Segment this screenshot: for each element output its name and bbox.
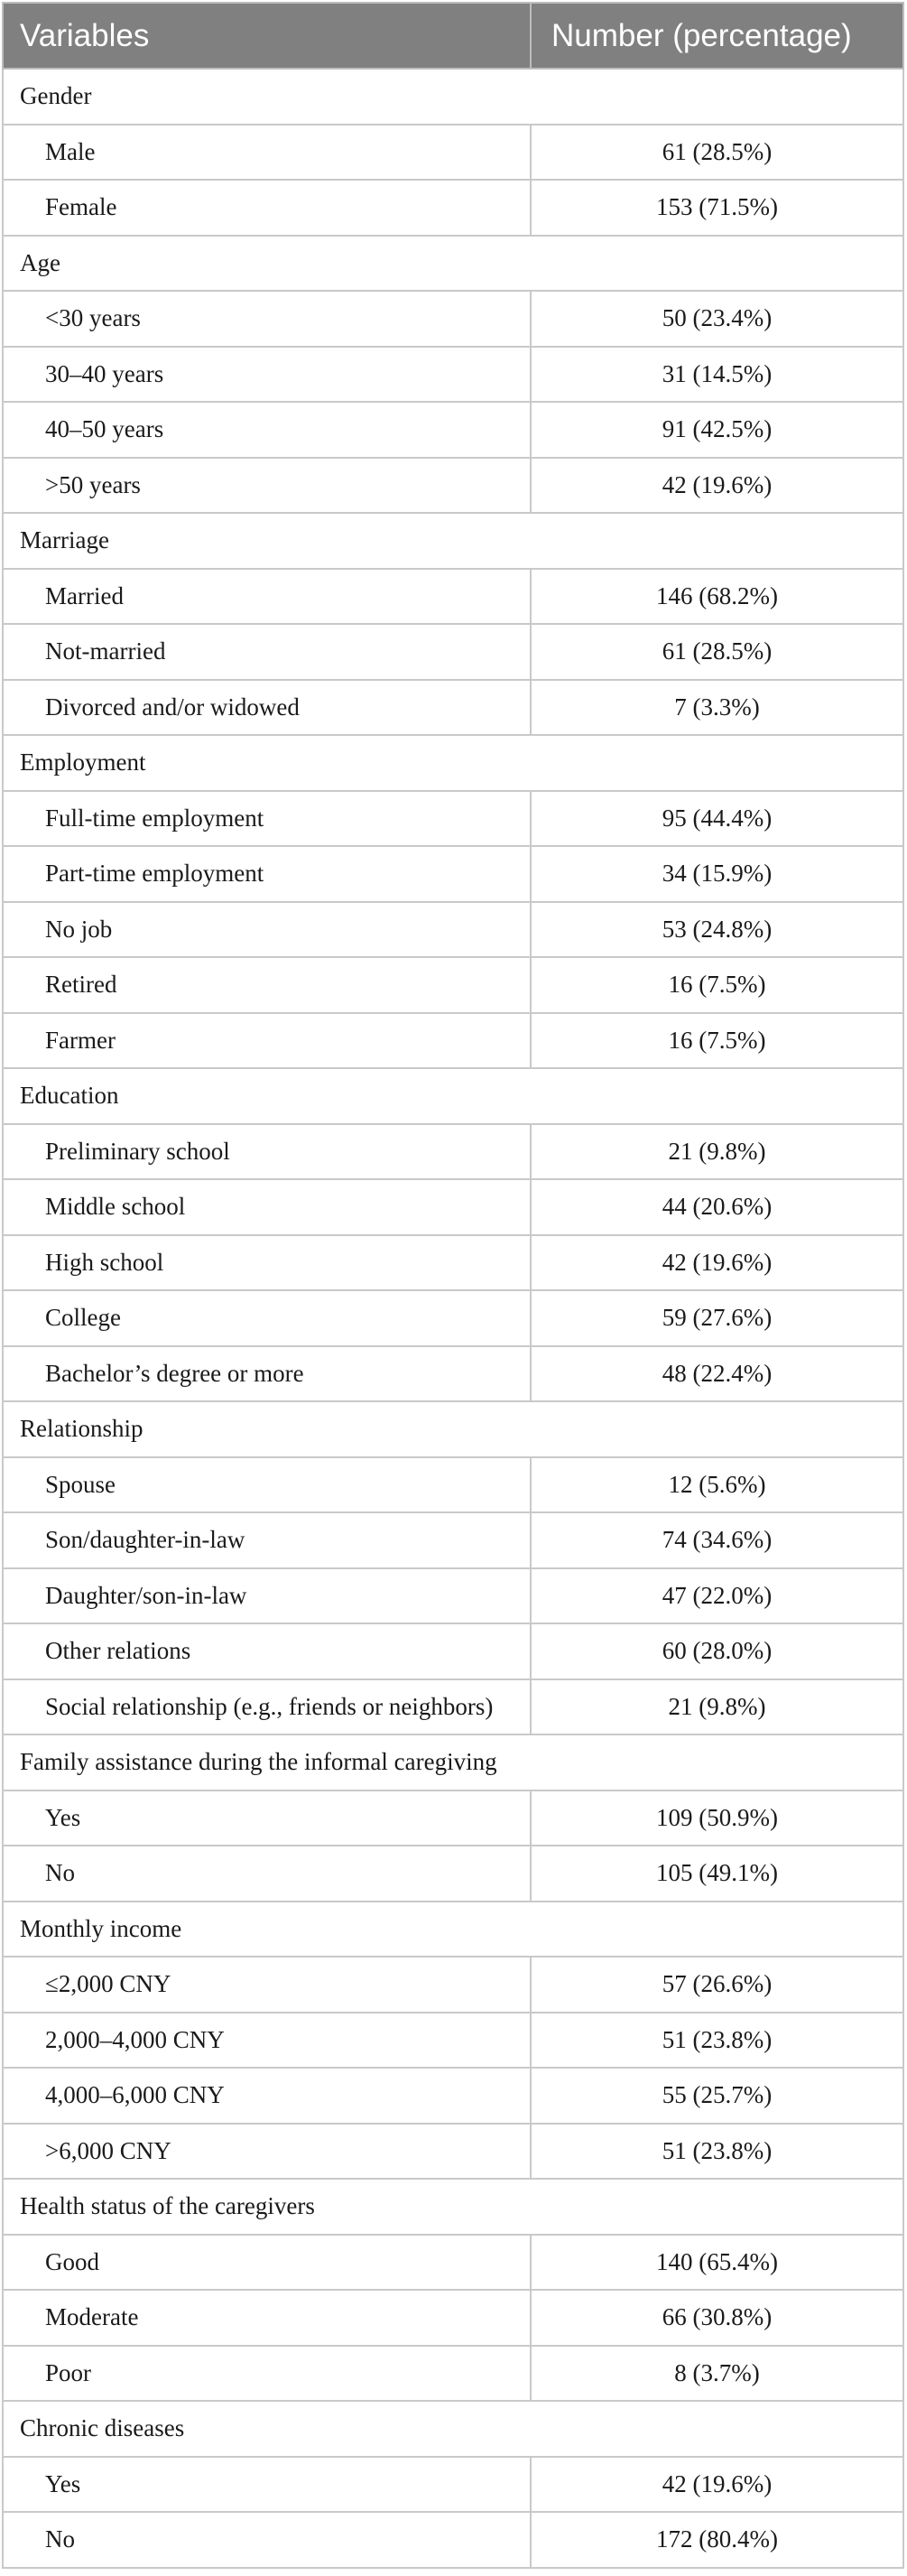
table-row [3, 1623, 903, 1679]
table-row [3, 1013, 903, 1069]
row-value: 61 (28.5%) [531, 125, 903, 181]
category-row [3, 513, 903, 569]
category-row [3, 236, 903, 292]
category-row [3, 1068, 903, 1124]
row-label: Bachelor’s degree or more [3, 1346, 531, 1402]
category-row [3, 1902, 903, 1958]
row-label: Good [3, 2235, 531, 2291]
row-label: Yes [3, 2457, 531, 2513]
table-row [3, 2290, 903, 2346]
row-label: Middle school [3, 1179, 531, 1235]
table-row [3, 846, 903, 902]
row-value: 66 (30.8%) [531, 2290, 903, 2346]
row-label: Daughter/son-in-law [3, 1568, 531, 1624]
row-label: Full-time employment [3, 791, 531, 847]
table-row [3, 1124, 903, 1180]
row-value: 7 (3.3%) [531, 680, 903, 736]
category-row [3, 735, 903, 791]
table-row [3, 180, 903, 236]
row-label: <30 years [3, 291, 531, 347]
row-label: 2,000–4,000 CNY [3, 2013, 531, 2069]
row-value: 146 (68.2%) [531, 569, 903, 625]
row-label: Poor [3, 2346, 531, 2402]
row-label: Farmer [3, 1013, 531, 1069]
row-value: 8 (3.7%) [531, 2346, 903, 2402]
table-row [3, 1790, 903, 1846]
row-label: Male [3, 125, 531, 181]
table-header-row [3, 3, 903, 69]
row-value: 48 (22.4%) [531, 1346, 903, 1402]
category-label: Age [3, 236, 903, 292]
row-value: 53 (24.8%) [531, 902, 903, 958]
table-row [3, 2124, 903, 2180]
table-row [3, 2346, 903, 2402]
table-row [3, 1179, 903, 1235]
category-label: Marriage [3, 513, 903, 569]
table-row [3, 680, 903, 736]
row-label: Other relations [3, 1623, 531, 1679]
row-value: 57 (26.6%) [531, 1957, 903, 2013]
row-label: College [3, 1290, 531, 1346]
table-row [3, 1457, 903, 1513]
row-label: Married [3, 569, 531, 625]
row-label: Retired [3, 957, 531, 1013]
table-row [3, 1290, 903, 1346]
row-value: 140 (65.4%) [531, 2235, 903, 2291]
row-label: 40–50 years [3, 402, 531, 458]
row-label: Preliminary school [3, 1124, 531, 1180]
table-row [3, 1957, 903, 2013]
table-row [3, 569, 903, 625]
row-value: 42 (19.6%) [531, 458, 903, 514]
row-value: 21 (9.8%) [531, 1124, 903, 1180]
row-value: 59 (27.6%) [531, 1290, 903, 1346]
category-label: Gender [3, 69, 903, 125]
category-label: Health status of the caregivers [3, 2179, 903, 2235]
row-value: 42 (19.6%) [531, 2457, 903, 2513]
row-value: 74 (34.6%) [531, 1512, 903, 1568]
row-label: Divorced and/or widowed [3, 680, 531, 736]
category-row [3, 1401, 903, 1457]
table-row [3, 957, 903, 1013]
table-row [3, 347, 903, 403]
category-label: Employment [3, 735, 903, 791]
table-row [3, 458, 903, 514]
row-value: 109 (50.9%) [531, 1790, 903, 1846]
row-label: Spouse [3, 1457, 531, 1513]
row-label: Not-married [3, 624, 531, 680]
table-row [3, 2068, 903, 2124]
table-row [3, 1512, 903, 1568]
header-number: Number (percentage) [531, 3, 903, 69]
row-value: 34 (15.9%) [531, 846, 903, 902]
category-row [3, 69, 903, 125]
row-value: 60 (28.0%) [531, 1623, 903, 1679]
row-label: 4,000–6,000 CNY [3, 2068, 531, 2124]
category-label: Family assistance during the informal caregiving [3, 1734, 903, 1790]
row-label: ≤2,000 CNY [3, 1957, 531, 2013]
table-row [3, 902, 903, 958]
table-row [3, 1679, 903, 1735]
row-value: 16 (7.5%) [531, 1013, 903, 1069]
category-row [3, 2401, 903, 2457]
row-value: 21 (9.8%) [531, 1679, 903, 1735]
row-label: No [3, 1846, 531, 1902]
category-label: Education [3, 1068, 903, 1124]
table-row [3, 402, 903, 458]
category-row [3, 1734, 903, 1790]
row-value: 105 (49.1%) [531, 1846, 903, 1902]
row-value: 42 (19.6%) [531, 1235, 903, 1291]
row-label: >6,000 CNY [3, 2124, 531, 2180]
category-label: Relationship [3, 1401, 903, 1457]
category-row [3, 2179, 903, 2235]
table-row [3, 791, 903, 847]
table-row [3, 1346, 903, 1402]
row-label: Female [3, 180, 531, 236]
category-label: Chronic diseases [3, 2401, 903, 2457]
row-label: No [3, 2512, 531, 2568]
row-value: 44 (20.6%) [531, 1179, 903, 1235]
row-label: 30–40 years [3, 347, 531, 403]
row-value: 91 (42.5%) [531, 402, 903, 458]
row-label: No job [3, 902, 531, 958]
row-value: 61 (28.5%) [531, 624, 903, 680]
table-row [3, 2457, 903, 2513]
row-value: 51 (23.8%) [531, 2124, 903, 2180]
row-label: Social relationship (e.g., friends or neighbors) [3, 1679, 531, 1735]
table-row [3, 2235, 903, 2291]
row-label: Yes [3, 1790, 531, 1846]
row-value: 51 (23.8%) [531, 2013, 903, 2069]
row-value: 47 (22.0%) [531, 1568, 903, 1624]
row-value: 172 (80.4%) [531, 2512, 903, 2568]
table-row [3, 2512, 903, 2568]
table-row [3, 1846, 903, 1902]
row-value: 31 (14.5%) [531, 347, 903, 403]
row-label: Moderate [3, 2290, 531, 2346]
table-row [3, 624, 903, 680]
row-value: 12 (5.6%) [531, 1457, 903, 1513]
row-value: 55 (25.7%) [531, 2068, 903, 2124]
table-row [3, 1568, 903, 1624]
header-variables: Variables [3, 3, 531, 69]
table-row [3, 2013, 903, 2069]
table-body [3, 69, 903, 2568]
row-label: Son/daughter-in-law [3, 1512, 531, 1568]
table-row [3, 291, 903, 347]
table-row [3, 1235, 903, 1291]
row-value: 153 (71.5%) [531, 180, 903, 236]
row-value: 16 (7.5%) [531, 957, 903, 1013]
row-label: Part-time employment [3, 846, 531, 902]
table-row [3, 125, 903, 181]
row-value: 50 (23.4%) [531, 291, 903, 347]
row-value: 95 (44.4%) [531, 791, 903, 847]
category-label: Monthly income [3, 1902, 903, 1958]
row-label: >50 years [3, 458, 531, 514]
row-label: High school [3, 1235, 531, 1291]
demographics-table [2, 2, 904, 2569]
